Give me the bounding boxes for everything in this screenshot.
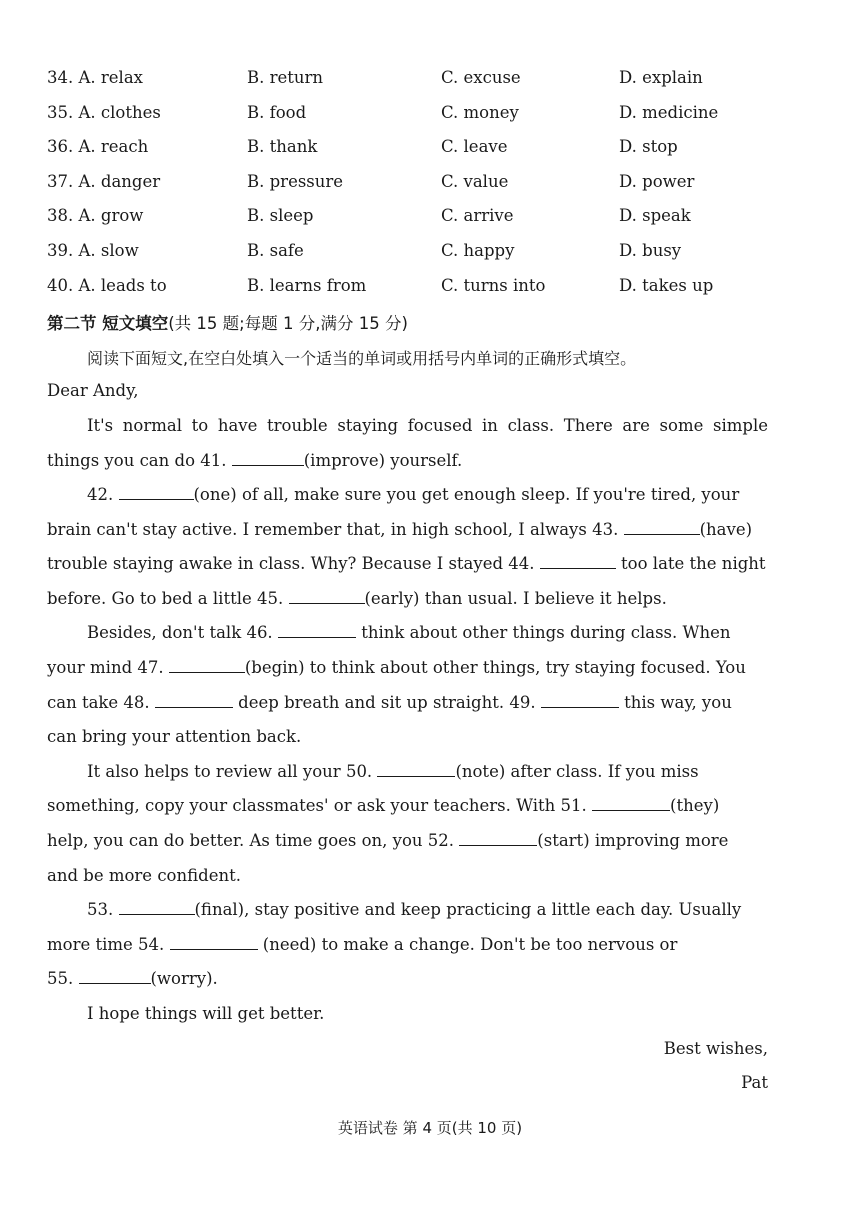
option-a: 40. A. leads to <box>47 276 167 295</box>
option-c: C. turns into <box>441 276 546 295</box>
section-title: 第二节 短文填空 <box>47 314 169 333</box>
option-row-39 <box>0 241 860 271</box>
option-a: 38. A. grow <box>47 206 144 225</box>
paragraph-1-line-2: things you can do 41. (improve) yourself. <box>47 451 463 470</box>
blank-42[interactable] <box>119 485 194 500</box>
option-c: C. arrive <box>441 206 514 225</box>
blank-48[interactable] <box>155 693 233 708</box>
paragraph-4-line-4: and be more confident. <box>47 866 241 885</box>
paragraph-5-line-1: 53. (final), stay positive and keep practicing a little each day. Usually <box>87 900 742 919</box>
blank-51[interactable] <box>592 796 670 811</box>
paragraph-2-line-2: brain can't stay active. I remember that, in high school, I always 43. (have) <box>47 520 753 539</box>
blank-44[interactable] <box>540 554 616 569</box>
option-a: 35. A. clothes <box>47 103 161 122</box>
option-d: D. explain <box>619 68 703 87</box>
option-b: B. sleep <box>247 206 314 225</box>
blank-52[interactable] <box>459 831 537 846</box>
paragraph-3-line-1: Besides, don't talk 46. think about other things during class. When <box>87 623 731 642</box>
option-a: 34. A. relax <box>47 68 143 87</box>
option-b: B. safe <box>247 241 304 260</box>
option-d: D. power <box>619 172 695 191</box>
option-c: C. leave <box>441 137 508 156</box>
option-a: 39. A. slow <box>47 241 139 260</box>
blank-46[interactable] <box>278 623 356 638</box>
option-d: D. stop <box>619 137 678 156</box>
paragraph-3-line-4: can bring your attention back. <box>47 727 302 746</box>
option-c: C. excuse <box>441 68 521 87</box>
option-b: B. thank <box>247 137 318 156</box>
paragraph-2-line-3: trouble staying awake in class. Why? Because I stayed 44. too late the night <box>47 554 766 573</box>
option-b: B. return <box>247 68 324 87</box>
paragraph-4-line-2: something, copy your classmates' or ask your teachers. With 51. (they) <box>47 796 720 815</box>
paragraph-1-line-1: It's normal to have trouble staying focused in class. There are some simple <box>87 416 768 435</box>
blank-53[interactable] <box>119 900 195 915</box>
paragraph-4-line-3: help, you can do better. As time goes on, you 52. (start) improving more <box>47 831 729 850</box>
blank-43[interactable] <box>624 520 700 535</box>
page-footer: 英语试卷 第 4 页(共 10 页) <box>337 1119 523 1137</box>
option-c: C. value <box>441 172 509 191</box>
option-d: D. busy <box>619 241 682 260</box>
section-subtitle: (共 15 题;每题 1 分,满分 15 分) <box>168 314 408 333</box>
blank-50[interactable] <box>377 762 455 777</box>
option-row-40 <box>0 276 860 306</box>
section-heading <box>47 310 408 334</box>
paragraph-6: I hope things will get better. <box>87 1004 325 1023</box>
option-row-35 <box>0 103 860 133</box>
option-row-38 <box>0 206 860 236</box>
option-d: D. speak <box>619 206 691 225</box>
letter-closing: Best wishes, <box>663 1039 768 1058</box>
blank-41[interactable] <box>232 451 304 466</box>
option-b: B. pressure <box>247 172 344 191</box>
letter-greeting: Dear Andy, <box>47 381 139 400</box>
blank-49[interactable] <box>541 693 619 708</box>
blank-55[interactable] <box>79 969 151 984</box>
option-c: C. happy <box>441 241 515 260</box>
option-row-34 <box>0 68 860 98</box>
paragraph-5-line-3: 55. (worry). <box>47 969 218 988</box>
option-row-36 <box>0 137 860 167</box>
option-c: C. money <box>441 103 519 122</box>
blank-54[interactable] <box>170 935 258 950</box>
letter-signature: Pat <box>741 1073 768 1092</box>
option-row-37 <box>0 172 860 202</box>
paragraph-2-line-4: before. Go to bed a little 45. (early) than usual. I believe it helps. <box>47 589 667 608</box>
option-a: 37. A. danger <box>47 172 161 191</box>
option-d: D. medicine <box>619 103 719 122</box>
paragraph-4-line-1: It also helps to review all your 50. (note) after class. If you miss <box>87 762 699 781</box>
blank-45[interactable] <box>289 589 365 604</box>
paragraph-3-line-2: your mind 47. (begin) to think about other things, try staying focused. You <box>47 658 746 677</box>
section-instruction: 阅读下面短文,在空白处填入一个适当的单词或用括号内单词的正确形式填空。 <box>87 349 637 368</box>
option-b: B. learns from <box>247 276 367 295</box>
paragraph-5-line-2: more time 54. (need) to make a change. Don't be too nervous or <box>47 935 678 954</box>
option-b: B. food <box>247 103 307 122</box>
blank-47[interactable] <box>169 658 245 673</box>
paragraph-2-line-1: 42. (one) of all, make sure you get enough sleep. If you're tired, your <box>87 485 740 504</box>
paragraph-3-line-3: can take 48. deep breath and sit up straight. 49. this way, you <box>47 693 732 712</box>
option-d: D. takes up <box>619 276 714 295</box>
option-a: 36. A. reach <box>47 137 149 156</box>
